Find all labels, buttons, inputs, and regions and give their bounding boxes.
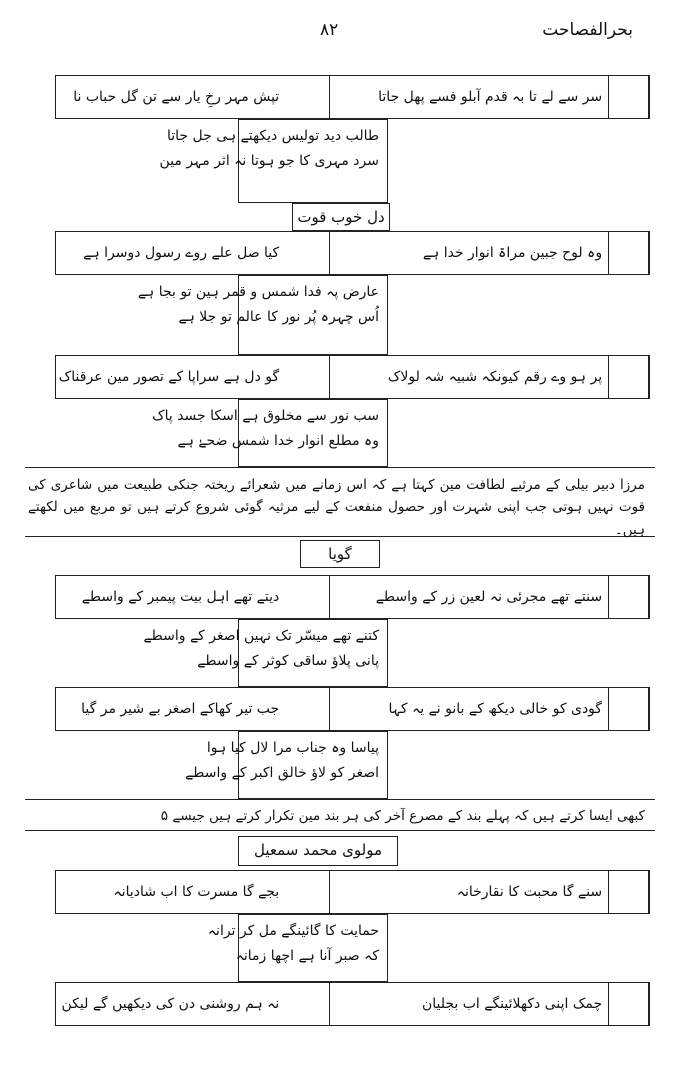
quatrain-box [159,119,388,203]
quatrain-line: سرد مہری کا جو ہوتا نہ اثر مہر مین [159,152,379,169]
couplet-row [55,75,650,119]
quatrain-box [143,619,388,687]
book-title: بحرالفصاحت [542,20,633,40]
quatrain-box [137,275,388,355]
couplet-first-hemistich: بجے گا مسرت کا اب شادیانہ [113,883,280,900]
couplet-first-hemistich: گو دل ہے سراپا کے تصور مین عرقناک [58,368,280,385]
couplet-row [55,231,650,275]
quatrain-line: سب نور سے مخلوق ہے اسکا جسد پاک [152,408,379,424]
couplet-first-hemistich: جب تیر کھاکے اصغر بے شیر مر گیا [81,700,280,717]
quatrain-line: طالب دید تولیس دیکھتے ہی جل جاتا [166,128,379,144]
couplet-first-hemistich: کیا صل علے روے رسول دوسرا ہے [83,244,280,261]
section-heading: مولوی محمد سمعیل [238,836,398,866]
couplet-first-hemistich: نہ ہم روشنی دن کی دیکھیں گے لیکن [61,995,280,1012]
couplet-row [55,355,650,399]
prose-paragraph: کبھی ایسا کرتے ہیں کہ پہلے بند کے مصرع آخر کی ہر بند مین تکرار کرتے ہیں جیسے ۵ [160,808,645,824]
couplet-second-hemistich: گودی کو خالی دیکھ کے بانو نے یہ کہا [330,688,609,730]
quatrain-line: پانی پلاؤ ساقی کوثر کے واسطے [197,652,379,669]
quatrain-line: عارض پہ فدا شمس و قمر ہین تو بجا ہے [137,284,379,300]
quatrain-box [185,731,388,799]
couplet-row [55,575,650,619]
quatrain-box [152,399,388,467]
couplet-second-hemistich: وہ لوح جبین مراۃ انوار خدا ہے [330,232,609,274]
couplet-second-hemistich: چمک اپنی دکھلائینگے اب بجلیان [330,983,609,1025]
couplet-second-hemistich: سر سے لے تا بہ قدم آبلو فسے پھل جاتا [330,76,609,118]
section-heading: گویا [300,540,380,568]
quatrain-line: کہ صبر آنا ہے اچھا زمانہ [235,947,379,964]
couplet-second-hemistich: سنے گا محبت کا نقارخانہ [330,871,609,913]
quatrain-line: حمایت کا گائینگے مل کر ترانہ [207,923,379,939]
quatrain-box [207,914,388,982]
section-heading: دل خوب قوت [292,203,390,231]
quatrain-line: اصغر کو لاؤ خالق اکبر کے واسطے [185,764,379,781]
couplet-second-hemistich: سنتے تھے مجرئی نہ لعین زر کے واسطے [330,576,609,618]
prose-paragraph: مرزا دبیر بیلی کے مرثیے لطافت مین کہتا ہے کہ اس زمانے میں شعرائے ریختہ جنکی طبیعت میں شاعری کی قوت نہیں ہوتی جب اپنی شہرت اور حصول منفعت کے لیے مرثیہ گوئی شروع کرتے ہیں تو مربع میں لکھتے ہیں۔ [28,477,645,538]
quatrain-line: پیاسا وہ جناب مرا لال کیا ہوا [206,740,379,756]
quatrain-line: اُس چہرہ پُر نور کا عالم تو جلا ہے [178,308,379,325]
couplet-row [55,687,650,731]
couplet-row [55,982,650,1026]
quatrain-line: وہ مطلع انوار خدا شمس ضحےٰ ہے [177,432,379,449]
page-number: ۸۲ [320,20,339,40]
couplet-row [55,870,650,914]
couplet-second-hemistich: پر ہو وے رقم کیونکہ شبیہ شہ لولاک [330,356,609,398]
couplet-first-hemistich: دیتے تھے اہل بیت پیمبر کے واسطے [81,588,280,605]
quatrain-line: کتنے تھے میسّر تک نہیں اصغر کے واسطے [143,628,379,644]
couplet-first-hemistich: تپش مہر رخِ یار سے تن گل حباب نا [73,88,280,105]
